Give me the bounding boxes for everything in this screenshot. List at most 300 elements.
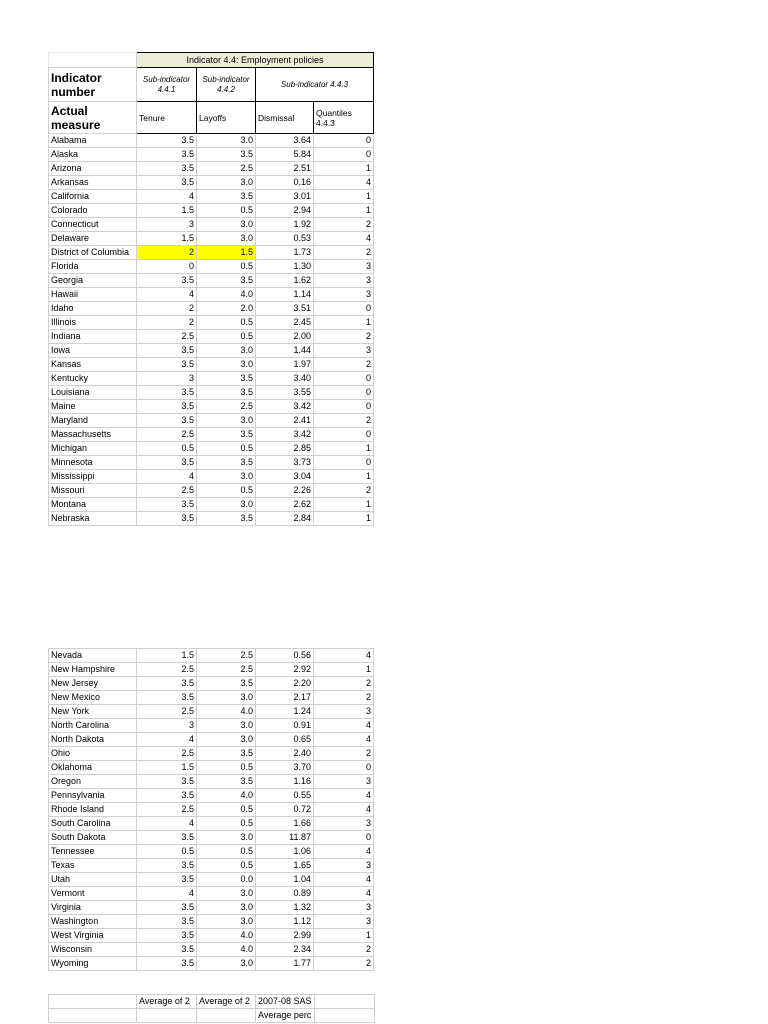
layoffs-value: 3.0 (197, 176, 256, 190)
tenure-value: 2.5 (137, 803, 197, 817)
table-row (49, 512, 374, 526)
state-name: New York (49, 705, 137, 719)
state-name: Delaware (49, 232, 137, 246)
tenure-value: 3.5 (137, 831, 197, 845)
table-row (49, 302, 374, 316)
state-name: Mississippi (49, 470, 137, 484)
dismissal-value: 2.45 (256, 316, 314, 330)
table-row (49, 260, 374, 274)
quantile-value: 0 (314, 831, 374, 845)
table-row (49, 204, 374, 218)
col-header-layoffs: Layoffs (197, 102, 256, 134)
layoffs-value: 0.5 (197, 817, 256, 831)
layoffs-value: 4.0 (197, 929, 256, 943)
layoffs-value: 0.5 (197, 442, 256, 456)
layoffs-value: 3.0 (197, 134, 256, 148)
layoffs-value: 4.0 (197, 943, 256, 957)
col-header-dismissal: Dismissal (256, 102, 314, 134)
quantile-value: 3 (314, 915, 374, 929)
footer-table (48, 994, 375, 1023)
tenure-value: 2.5 (137, 663, 197, 677)
tenure-value: 3.5 (137, 134, 197, 148)
layoffs-value: 2.5 (197, 400, 256, 414)
quantile-value: 2 (314, 218, 374, 232)
state-name: South Carolina (49, 817, 137, 831)
layoffs-value: 3.0 (197, 218, 256, 232)
dismissal-value: 2.20 (256, 677, 314, 691)
dismissal-value: 2.62 (256, 498, 314, 512)
dismissal-value: 2.34 (256, 943, 314, 957)
dismissal-value: 1.14 (256, 288, 314, 302)
tenure-value: 3.5 (137, 873, 197, 887)
layoffs-value: 3.0 (197, 344, 256, 358)
layoffs-value: 0.5 (197, 845, 256, 859)
empty-cell (49, 53, 137, 68)
table-row (49, 386, 374, 400)
tenure-value: 3.5 (137, 677, 197, 691)
quantile-value: 0 (314, 761, 374, 775)
quantile-value: 4 (314, 176, 374, 190)
quantile-value: 1 (314, 512, 374, 526)
state-name: Ohio (49, 747, 137, 761)
tenure-value: 3.5 (137, 400, 197, 414)
tenure-value: 3.5 (137, 943, 197, 957)
tenure-value: 4 (137, 190, 197, 204)
quantile-value: 0 (314, 428, 374, 442)
employment-policies-table-part1 (48, 52, 374, 526)
table-row (49, 274, 374, 288)
dismissal-value: 2.00 (256, 330, 314, 344)
layoffs-value: 3.0 (197, 498, 256, 512)
layoffs-value: 3.0 (197, 733, 256, 747)
table-row (49, 649, 374, 663)
state-name: Maryland (49, 414, 137, 428)
tenure-value: 3.5 (137, 789, 197, 803)
state-name: Alabama (49, 134, 137, 148)
state-name: Rhode Island (49, 803, 137, 817)
layoffs-value: 1.5 (197, 246, 256, 260)
state-name: Washington (49, 915, 137, 929)
layoffs-value: 3.0 (197, 414, 256, 428)
tenure-value: 0 (137, 260, 197, 274)
quantile-value: 1 (314, 162, 374, 176)
state-name: Pennsylvania (49, 789, 137, 803)
empty-cell (137, 1009, 197, 1023)
quantile-value: 4 (314, 803, 374, 817)
quantile-value: 3 (314, 705, 374, 719)
table-row (49, 775, 374, 789)
state-name: Missouri (49, 484, 137, 498)
dismissal-value: 0.55 (256, 789, 314, 803)
table-row (49, 887, 374, 901)
layoffs-value: 0.5 (197, 859, 256, 873)
dismissal-value: 1.66 (256, 817, 314, 831)
quantile-value: 4 (314, 733, 374, 747)
dismissal-value: 2.17 (256, 691, 314, 705)
quantile-value: 1 (314, 470, 374, 484)
dismissal-value: 0.72 (256, 803, 314, 817)
layoffs-value: 3.0 (197, 887, 256, 901)
sub-indicator-4-4-1: Sub-indicator 4.4.1 (137, 68, 197, 102)
quantile-value: 4 (314, 873, 374, 887)
tenure-value: 2.5 (137, 484, 197, 498)
dismissal-value: 3.51 (256, 302, 314, 316)
table-row (49, 719, 374, 733)
sub-indicator-4-4-2: Sub-indicator 4.4.2 (197, 68, 256, 102)
table-row (49, 330, 374, 344)
state-name: North Carolina (49, 719, 137, 733)
state-name: Nebraska (49, 512, 137, 526)
layoffs-value: 0.5 (197, 330, 256, 344)
tenure-value: 3.5 (137, 498, 197, 512)
layoffs-value: 4.0 (197, 789, 256, 803)
table-row (49, 400, 374, 414)
dismissal-value: 0.56 (256, 649, 314, 663)
layoffs-value: 4.0 (197, 705, 256, 719)
quantile-value: 4 (314, 789, 374, 803)
empty-cell (314, 1009, 374, 1023)
dismissal-value: 1.24 (256, 705, 314, 719)
quantile-value: 1 (314, 190, 374, 204)
tenure-value: 3 (137, 372, 197, 386)
indicator-banner: Indicator 4.4: Employment policies (137, 53, 374, 68)
quantile-value: 2 (314, 747, 374, 761)
table-row (49, 456, 374, 470)
table-row (49, 691, 374, 705)
dismissal-value: 2.84 (256, 512, 314, 526)
tenure-value: 1.5 (137, 204, 197, 218)
state-name: Arkansas (49, 176, 137, 190)
quantile-value: 2 (314, 484, 374, 498)
dismissal-value: 0.65 (256, 733, 314, 747)
tenure-value: 2.5 (137, 747, 197, 761)
table-row (49, 148, 374, 162)
dismissal-value: 0.89 (256, 887, 314, 901)
quantile-value: 4 (314, 649, 374, 663)
tenure-value: 3.5 (137, 176, 197, 190)
tenure-value: 3.5 (137, 901, 197, 915)
quantile-value: 0 (314, 148, 374, 162)
quantile-value: 2 (314, 414, 374, 428)
layoffs-value: 3.5 (197, 747, 256, 761)
state-name: Texas (49, 859, 137, 873)
state-name: Hawaii (49, 288, 137, 302)
dismissal-value: 3.42 (256, 428, 314, 442)
dismissal-value: 0.16 (256, 176, 314, 190)
state-name: North Dakota (49, 733, 137, 747)
dismissal-value: 1.16 (256, 775, 314, 789)
quantile-value: 4 (314, 845, 374, 859)
tenure-value: 3.5 (137, 691, 197, 705)
table-row (49, 873, 374, 887)
layoffs-value: 3.0 (197, 957, 256, 971)
layoffs-value: 3.0 (197, 901, 256, 915)
quantile-value: 4 (314, 887, 374, 901)
dismissal-value: 3.01 (256, 190, 314, 204)
dismissal-value: 2.41 (256, 414, 314, 428)
state-name: Connecticut (49, 218, 137, 232)
dismissal-value: 11.87 (256, 831, 314, 845)
state-name: Arizona (49, 162, 137, 176)
layoffs-value: 3.0 (197, 719, 256, 733)
layoffs-value: 3.5 (197, 148, 256, 162)
table-row (49, 957, 374, 971)
quantile-value: 3 (314, 274, 374, 288)
quantile-value: 3 (314, 901, 374, 915)
layoffs-value: 0.5 (197, 761, 256, 775)
dismissal-value: 2.26 (256, 484, 314, 498)
dismissal-value: 1.92 (256, 218, 314, 232)
state-name: Montana (49, 498, 137, 512)
tenure-value: 4 (137, 733, 197, 747)
table-row (49, 484, 374, 498)
state-name: Utah (49, 873, 137, 887)
tenure-value: 0.5 (137, 442, 197, 456)
table-row (49, 176, 374, 190)
dismissal-value: 3.42 (256, 400, 314, 414)
quantile-value: 0 (314, 372, 374, 386)
footer-average-perc: Average perc (256, 1009, 315, 1023)
dismissal-value: 1.77 (256, 957, 314, 971)
state-name: West Virginia (49, 929, 137, 943)
state-name: Oklahoma (49, 761, 137, 775)
tenure-value: 2.5 (137, 428, 197, 442)
dismissal-value: 1.12 (256, 915, 314, 929)
dismissal-value: 5.84 (256, 148, 314, 162)
quantile-value: 1 (314, 316, 374, 330)
tenure-value: 3 (137, 218, 197, 232)
tenure-value: 1.5 (137, 232, 197, 246)
state-name: Idaho (49, 302, 137, 316)
layoffs-value: 3.0 (197, 915, 256, 929)
table-row (49, 705, 374, 719)
dismissal-value: 3.64 (256, 134, 314, 148)
dismissal-value: 1.04 (256, 873, 314, 887)
state-name: Kentucky (49, 372, 137, 386)
empty-cell (197, 1009, 256, 1023)
tenure-value: 2 (137, 316, 197, 330)
tenure-value: 3.5 (137, 929, 197, 943)
tenure-value: 3.5 (137, 358, 197, 372)
layoffs-value: 3.5 (197, 386, 256, 400)
quantile-value: 2 (314, 246, 374, 260)
tenure-value: 3.5 (137, 386, 197, 400)
quantile-value: 2 (314, 358, 374, 372)
dismissal-value: 1.06 (256, 845, 314, 859)
actual-measure-label: Actual measure (49, 102, 137, 134)
table-row (49, 733, 374, 747)
empty-cell (314, 995, 374, 1009)
layoffs-value: 4.0 (197, 288, 256, 302)
quantile-value: 0 (314, 386, 374, 400)
layoffs-value: 0.5 (197, 316, 256, 330)
col-header-quantiles: Quantiles 4.4.3 (314, 102, 374, 134)
sub-indicator-4-4-3: Sub-indicator 4.4.3 (256, 68, 374, 102)
state-name: New Mexico (49, 691, 137, 705)
state-name: Wyoming (49, 957, 137, 971)
layoffs-value: 3.5 (197, 190, 256, 204)
state-name: Louisiana (49, 386, 137, 400)
quantile-value: 2 (314, 943, 374, 957)
state-name: South Dakota (49, 831, 137, 845)
tenure-value: 3.5 (137, 859, 197, 873)
table-row (49, 817, 374, 831)
tenure-value: 2 (137, 246, 197, 260)
tenure-value: 3.5 (137, 775, 197, 789)
table-row (49, 789, 374, 803)
table-row (49, 442, 374, 456)
layoffs-value: 0.0 (197, 873, 256, 887)
tenure-value: 4 (137, 887, 197, 901)
quantile-value: 1 (314, 929, 374, 943)
dismissal-value: 1.97 (256, 358, 314, 372)
dismissal-value: 2.94 (256, 204, 314, 218)
quantile-value: 1 (314, 442, 374, 456)
dismissal-value: 2.40 (256, 747, 314, 761)
table-row (49, 218, 374, 232)
state-name: Alaska (49, 148, 137, 162)
quantile-value: 1 (314, 663, 374, 677)
empty-cell (49, 1009, 137, 1023)
table-row (49, 761, 374, 775)
state-name: California (49, 190, 137, 204)
table-row (49, 358, 374, 372)
table-row (49, 663, 374, 677)
footer-average-2: Average of 2 (197, 995, 256, 1009)
quantile-value: 3 (314, 859, 374, 873)
tenure-value: 3.5 (137, 915, 197, 929)
tenure-value: 3.5 (137, 162, 197, 176)
tenure-value: 2.5 (137, 330, 197, 344)
dismissal-value: 2.85 (256, 442, 314, 456)
tenure-value: 1.5 (137, 649, 197, 663)
state-name: Oregon (49, 775, 137, 789)
quantile-value: 2 (314, 677, 374, 691)
quantile-value: 0 (314, 134, 374, 148)
table-row (49, 470, 374, 484)
layoffs-value: 2.5 (197, 649, 256, 663)
quantile-value: 2 (314, 691, 374, 705)
state-name: Colorado (49, 204, 137, 218)
state-name: Maine (49, 400, 137, 414)
dismissal-value: 0.53 (256, 232, 314, 246)
table-row (49, 859, 374, 873)
layoffs-value: 0.5 (197, 484, 256, 498)
tenure-value: 3.5 (137, 414, 197, 428)
tenure-value: 4 (137, 817, 197, 831)
state-name: New Hampshire (49, 663, 137, 677)
layoffs-value: 3.0 (197, 358, 256, 372)
tenure-value: 3.5 (137, 274, 197, 288)
table-row (49, 845, 374, 859)
table-row (49, 316, 374, 330)
state-name: Nevada (49, 649, 137, 663)
dismissal-value: 3.73 (256, 456, 314, 470)
layoffs-value: 0.5 (197, 260, 256, 274)
layoffs-value: 3.5 (197, 512, 256, 526)
layoffs-value: 3.5 (197, 428, 256, 442)
tenure-value: 0.5 (137, 845, 197, 859)
layoffs-value: 3.0 (197, 470, 256, 484)
quantile-value: 0 (314, 400, 374, 414)
dismissal-value: 1.73 (256, 246, 314, 260)
layoffs-value: 3.0 (197, 831, 256, 845)
empty-cell (49, 995, 137, 1009)
col-header-tenure: Tenure (137, 102, 197, 134)
state-name: Virginia (49, 901, 137, 915)
tenure-value: 3.5 (137, 456, 197, 470)
layoffs-value: 3.5 (197, 456, 256, 470)
state-name: Wisconsin (49, 943, 137, 957)
state-name: Michigan (49, 442, 137, 456)
table-row (49, 498, 374, 512)
tenure-value: 3 (137, 719, 197, 733)
dismissal-value: 1.32 (256, 901, 314, 915)
dismissal-value: 0.91 (256, 719, 314, 733)
state-name: Georgia (49, 274, 137, 288)
dismissal-value: 3.55 (256, 386, 314, 400)
dismissal-value: 2.99 (256, 929, 314, 943)
table-row (49, 344, 374, 358)
state-name: District of Columbia (49, 246, 137, 260)
table-row (49, 414, 374, 428)
tenure-value: 3.5 (137, 148, 197, 162)
layoffs-value: 3.0 (197, 691, 256, 705)
quantile-value: 0 (314, 456, 374, 470)
quantile-value: 3 (314, 344, 374, 358)
state-name: Minnesota (49, 456, 137, 470)
table-row (49, 372, 374, 386)
table-row (49, 428, 374, 442)
table-row (49, 232, 374, 246)
table-row (49, 901, 374, 915)
layoffs-value: 2.5 (197, 162, 256, 176)
tenure-value: 2 (137, 302, 197, 316)
dismissal-value: 1.65 (256, 859, 314, 873)
dismissal-value: 1.62 (256, 274, 314, 288)
table-row (49, 246, 374, 260)
quantile-value: 3 (314, 775, 374, 789)
footer-average-1: Average of 2 (137, 995, 197, 1009)
state-name: Massachusetts (49, 428, 137, 442)
table-row (49, 803, 374, 817)
state-name: Illinois (49, 316, 137, 330)
layoffs-value: 3.5 (197, 274, 256, 288)
table-row (49, 929, 374, 943)
dismissal-value: 1.44 (256, 344, 314, 358)
quantile-value: 2 (314, 330, 374, 344)
layoffs-value: 2.0 (197, 302, 256, 316)
layoffs-value: 0.5 (197, 803, 256, 817)
dismissal-value: 2.51 (256, 162, 314, 176)
dismissal-value: 3.04 (256, 470, 314, 484)
table-row (49, 747, 374, 761)
table-row (49, 831, 374, 845)
quantile-value: 2 (314, 957, 374, 971)
quantile-value: 4 (314, 719, 374, 733)
state-name: New Jersey (49, 677, 137, 691)
indicator-number-label: Indicator number (49, 68, 137, 102)
state-name: Iowa (49, 344, 137, 358)
quantile-value: 3 (314, 288, 374, 302)
quantile-value: 1 (314, 204, 374, 218)
table-row (49, 915, 374, 929)
layoffs-value: 3.5 (197, 677, 256, 691)
layoffs-value: 3.0 (197, 232, 256, 246)
tenure-value: 4 (137, 288, 197, 302)
quantile-value: 0 (314, 302, 374, 316)
table-row (49, 134, 374, 148)
